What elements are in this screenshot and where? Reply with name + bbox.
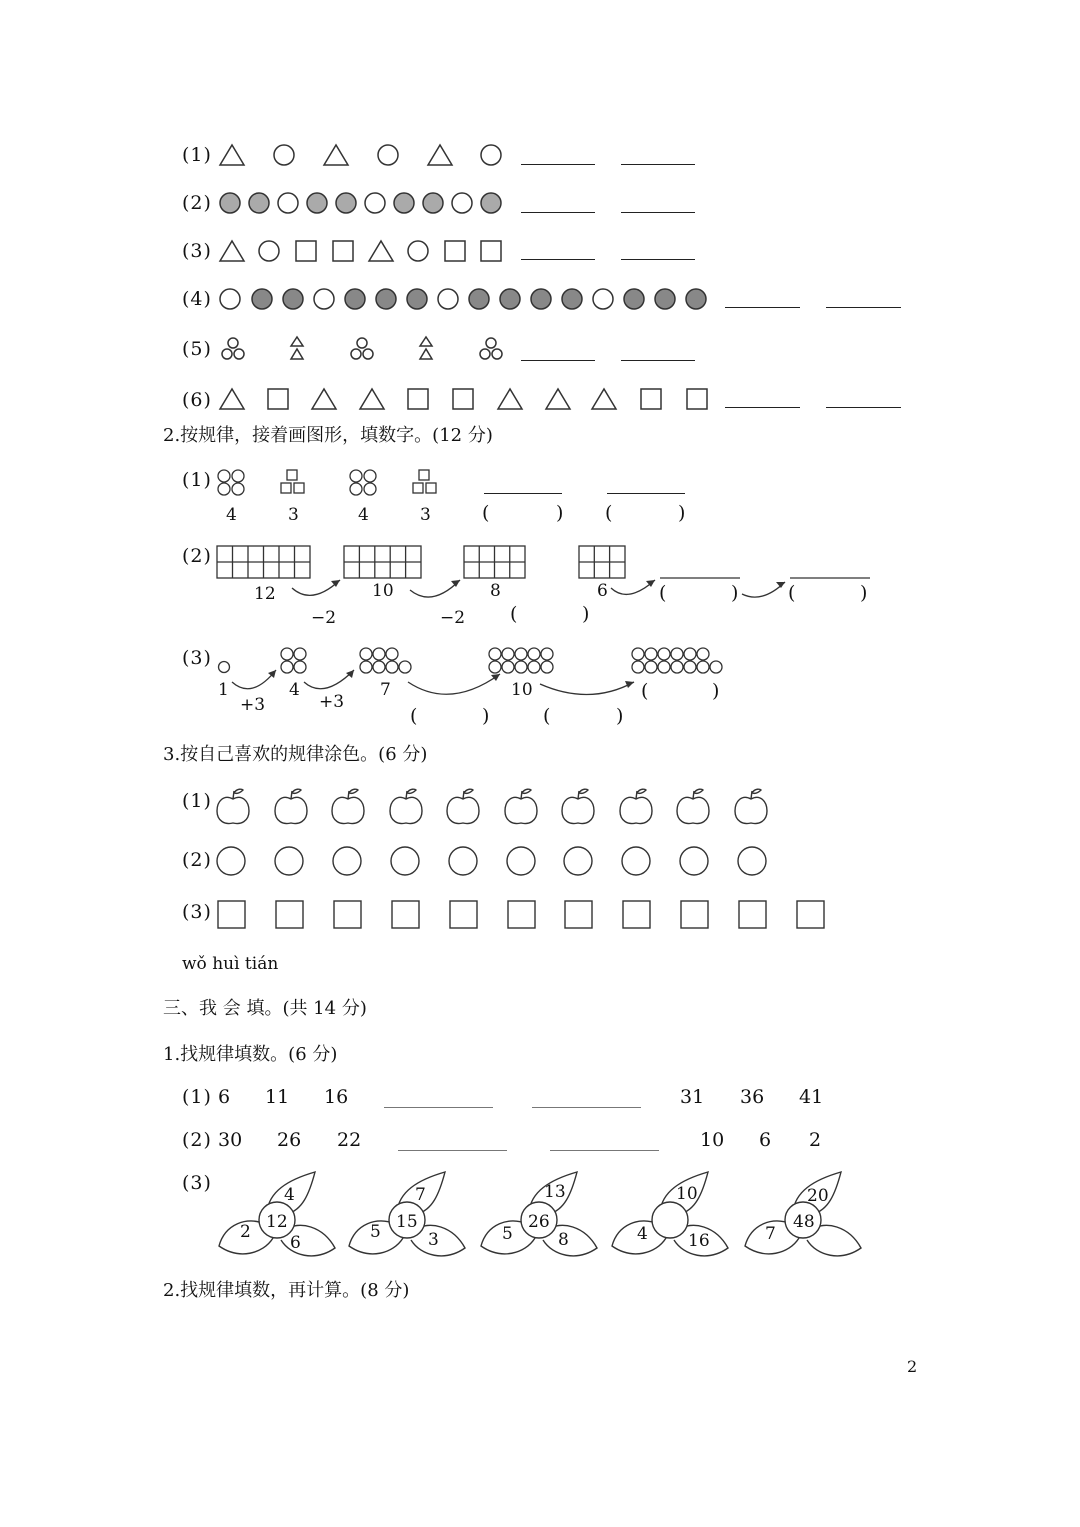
section-3-question-1-title: 1.找规律填数。(6 分) <box>163 1044 338 1065</box>
paren-close[interactable]: ) <box>860 582 868 604</box>
flower-top-number: 10 <box>676 1184 698 1204</box>
sequence-number: 6 <box>218 1086 231 1108</box>
count-label: 4 <box>289 680 300 700</box>
row-label: (3) <box>182 240 212 262</box>
paren-close[interactable]: ) <box>678 502 686 524</box>
count-label: 10 <box>372 581 394 601</box>
row-label: (1) <box>182 144 212 166</box>
flower-top-number: 7 <box>415 1185 426 1205</box>
paren-close[interactable]: ) <box>731 582 739 604</box>
flower-left-number: 7 <box>765 1224 776 1244</box>
flower-right-number: 3 <box>428 1230 439 1250</box>
sequence-number: 31 <box>680 1086 705 1108</box>
flower-right-number: 8 <box>558 1230 569 1250</box>
paren-open: ( <box>641 680 649 702</box>
row-label: (2) <box>182 545 212 567</box>
row-label: (2) <box>182 1129 212 1151</box>
paren-open: ( <box>482 502 490 524</box>
sequence-number: 41 <box>799 1086 824 1108</box>
row-label: (4) <box>182 288 212 310</box>
paren-close[interactable]: ) <box>582 603 590 625</box>
row-label: (2) <box>182 192 212 214</box>
flower-top-number: 13 <box>544 1182 566 1202</box>
sequence-number: 36 <box>740 1086 765 1108</box>
row-label: (3) <box>182 901 212 923</box>
paren-close[interactable]: ) <box>712 680 720 702</box>
pinyin-annotation: wǒ huì tián <box>182 954 279 974</box>
sequence-number: 22 <box>337 1129 362 1151</box>
count-label: 3 <box>288 505 299 525</box>
question-3-title: 3.按自己喜欢的规律涂色。(6 分) <box>163 744 428 765</box>
row-label: (6) <box>182 389 212 411</box>
count-label: 1 <box>218 680 229 700</box>
flower-center-number: 15 <box>396 1212 418 1232</box>
row-label: (3) <box>182 647 212 669</box>
sequence-number: 26 <box>277 1129 302 1151</box>
paren-open: ( <box>510 603 518 625</box>
flower-center <box>652 1202 688 1238</box>
count-label: 6 <box>597 581 608 601</box>
sequence-number: 6 <box>759 1129 772 1151</box>
paren-open: ( <box>543 705 551 727</box>
row-label: (5) <box>182 338 212 360</box>
section-3-question-2-title: 2.找规律填数，再计算。(8 分) <box>163 1280 410 1301</box>
sequence-number: 2 <box>809 1129 822 1151</box>
paren-open: ( <box>410 705 418 727</box>
flower-center-number: 12 <box>266 1212 288 1232</box>
paren-close[interactable]: ) <box>482 705 490 727</box>
paren-close[interactable]: ) <box>616 705 624 727</box>
count-label: 3 <box>420 505 431 525</box>
flower-top-number: 4 <box>284 1185 295 1205</box>
sequence-number: 30 <box>218 1129 243 1151</box>
row-label: (2) <box>182 849 212 871</box>
paren-open: ( <box>788 582 796 604</box>
count-label: 4 <box>358 505 369 525</box>
paren-open: ( <box>659 582 667 604</box>
flower-left-number: 5 <box>502 1224 513 1244</box>
flower-left-number: 5 <box>370 1222 381 1242</box>
flower-left-number: 4 <box>637 1224 648 1244</box>
flower-right-number: 16 <box>688 1231 710 1251</box>
operation-label: +3 <box>319 692 345 712</box>
count-label: 8 <box>490 581 501 601</box>
page-number: 2 <box>907 1357 918 1376</box>
count-label: 10 <box>511 680 533 700</box>
row-label: (1) <box>182 1086 212 1108</box>
count-label: 12 <box>254 584 276 604</box>
sequence-number: 10 <box>700 1129 725 1151</box>
sequence-number: 11 <box>265 1086 290 1108</box>
flower-top-number: 20 <box>807 1186 829 1206</box>
operation-label: −2 <box>311 608 337 628</box>
count-label: 7 <box>380 680 391 700</box>
flower-right-number: 6 <box>290 1233 301 1253</box>
operation-label: +3 <box>240 695 266 715</box>
flower-center-number: 26 <box>528 1212 550 1232</box>
sequence-number: 16 <box>324 1086 349 1108</box>
operation-label: −2 <box>440 608 466 628</box>
row-label: (1) <box>182 790 212 812</box>
row-label: (1) <box>182 469 212 491</box>
row-label: (3) <box>182 1172 212 1194</box>
question-2-title: 2.按规律，接着画图形，填数字。(12 分) <box>163 425 493 446</box>
paren-close[interactable]: ) <box>556 502 564 524</box>
paren-open: ( <box>605 502 613 524</box>
section-3-title: 三、我 会 填。(共 14 分) <box>163 998 367 1019</box>
flower-center-number: 48 <box>793 1212 815 1232</box>
flower-left-number: 2 <box>240 1222 251 1242</box>
count-label: 4 <box>226 505 237 525</box>
